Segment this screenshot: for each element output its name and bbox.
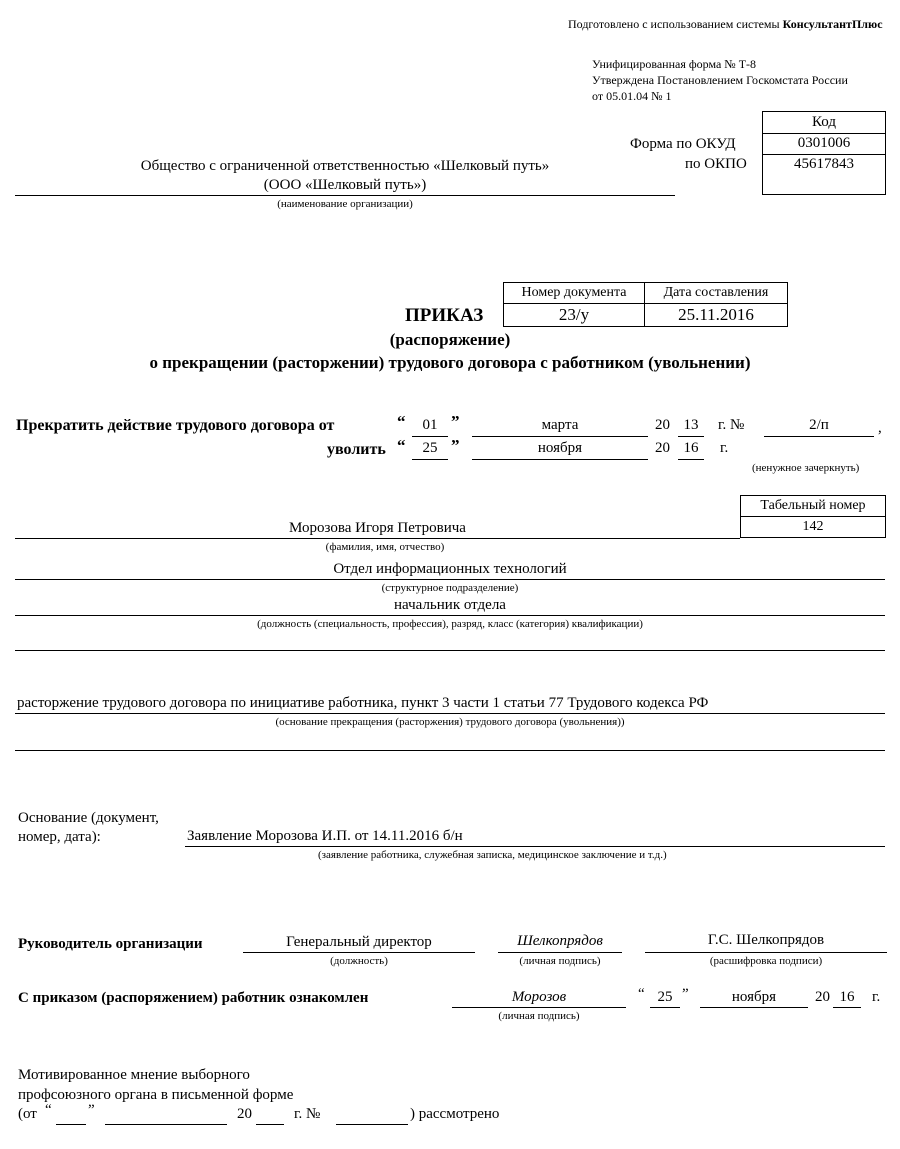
ack-quote-open: “ — [638, 986, 645, 1002]
union-quote-close: ” — [88, 1102, 95, 1118]
ack-year: 16 — [839, 989, 855, 1005]
okud-label: Форма по ОКУД — [630, 136, 736, 152]
basis-caption: (заявление работника, служебная записка, медицинское заключение и т.д.) — [318, 849, 667, 861]
codes-header: Код — [812, 114, 836, 130]
head-label: Руководитель организации — [18, 936, 203, 952]
quote-close: ” — [451, 412, 460, 431]
order-subject: о прекращении (расторжении) трудового договора с работником (увольнении) — [149, 353, 751, 372]
okpo-label: по ОКПО — [685, 156, 747, 172]
union-num-label: г. № — [294, 1106, 321, 1122]
contract-month: марта — [541, 417, 579, 433]
head-signature: Шелкопрядов — [517, 933, 603, 949]
position-caption: (должность (специальность, профессия), разряд, класс (категория) квалификации) — [257, 618, 643, 630]
dismiss-day: 25 — [422, 440, 438, 456]
brand-name: КонсультантПлюс — [782, 17, 883, 31]
reason-caption: (основание прекращения (расторжения) трудового договора (увольнения)) — [275, 716, 625, 728]
tab-number: 142 — [740, 516, 886, 538]
acknowledge-signature-caption: (личная подпись) — [498, 1010, 580, 1022]
strike-note: (ненужное зачеркнуть) — [752, 462, 860, 474]
head-name: Г.С. Шелкопрядов — [707, 932, 825, 948]
dismiss-g: г. — [720, 440, 729, 456]
order-title: ПРИКАЗ — [405, 305, 484, 326]
ack-month: ноября — [731, 989, 777, 1005]
prepared-note — [568, 16, 883, 32]
dismiss-label: уволить — [327, 441, 386, 458]
org-name-line-2: (ООО «Шелковый путь») — [263, 177, 427, 193]
form-line-2: Утверждена Постановлением Госкомстата России — [592, 73, 848, 87]
okpo-value: 45617843 — [794, 156, 854, 172]
quote-close-2: ” — [451, 436, 460, 455]
department: Отдел информационных технологий — [333, 561, 567, 577]
employee-name: Морозова Игоря Петровича — [289, 520, 466, 536]
ack-quote-close: ” — [682, 986, 689, 1002]
form-line-1: Унифицированная форма № Т-8 — [592, 57, 757, 71]
union-year-prefix: 20 — [237, 1106, 252, 1122]
union-line-2: профсоюзного органа в письменной форме — [18, 1087, 294, 1103]
acknowledge-signature: Морозов — [511, 989, 567, 1005]
ack-g: г. — [872, 989, 881, 1005]
employee-name-caption: (фамилия, имя, отчество) — [325, 541, 445, 553]
order-subtitle: (распоряжение) — [389, 330, 511, 349]
dismiss-month: ноября — [537, 440, 583, 456]
acknowledge-label: С приказом (распоряжением) работник ознакомлен — [18, 990, 369, 1006]
reason-text: расторжение трудового договора по инициативе работника, пункт 3 части 1 статьи 77 Трудового кодекса РФ — [17, 695, 709, 711]
ack-year-prefix: 20 — [815, 989, 830, 1005]
doc-date: 25.11.2016 — [644, 303, 788, 327]
contract-number: 2/п — [809, 417, 829, 433]
contract-year-prefix: 20 — [655, 417, 670, 433]
head-position: Генеральный директор — [286, 934, 432, 950]
ack-day: 25 — [657, 989, 673, 1005]
doc-date-header: Дата составления — [644, 282, 788, 304]
tab-number-header: Табельный номер — [740, 495, 886, 517]
union-line-1: Мотивированное мнение выборного — [18, 1067, 250, 1083]
basis-label-2: номер, дата): — [18, 829, 101, 845]
basis-label-1: Основание (документ, — [18, 810, 159, 826]
head-position-caption: (должность) — [330, 955, 388, 967]
doc-number: 23/у — [503, 303, 645, 327]
termination-label: Прекратить действие трудового договора от — [16, 417, 335, 434]
quote-open: “ — [397, 412, 406, 431]
head-name-caption: (расшифровка подписи) — [709, 955, 823, 967]
head-signature-caption: (личная подпись) — [519, 955, 601, 967]
form-line-3: от 05.01.04 № 1 — [592, 89, 672, 103]
prepared-text: Подготовлено с использованием системы — [568, 17, 780, 31]
position: начальник отдела — [394, 597, 506, 613]
org-caption: (наименование организации) — [277, 198, 413, 210]
contract-day: 01 — [422, 417, 438, 433]
department-caption: (структурное подразделение) — [381, 582, 519, 594]
dismiss-year: 16 — [683, 440, 699, 456]
org-name-line-1: Общество с ограниченной ответственностью «Шелковый путь» — [140, 158, 550, 174]
contract-num-label: г. № — [718, 417, 745, 433]
union-from: (от — [18, 1106, 37, 1122]
dismiss-year-prefix: 20 — [655, 440, 670, 456]
comma: , — [878, 420, 882, 436]
union-end: ) рассмотрено — [410, 1106, 500, 1122]
contract-year: 13 — [683, 417, 699, 433]
basis-text: Заявление Морозова И.П. от 14.11.2016 б/н — [187, 828, 463, 844]
doc-number-header: Номер документа — [503, 282, 645, 304]
okud-value: 0301006 — [797, 135, 851, 151]
union-quote-open: “ — [45, 1102, 52, 1118]
quote-open-2: “ — [397, 436, 406, 455]
